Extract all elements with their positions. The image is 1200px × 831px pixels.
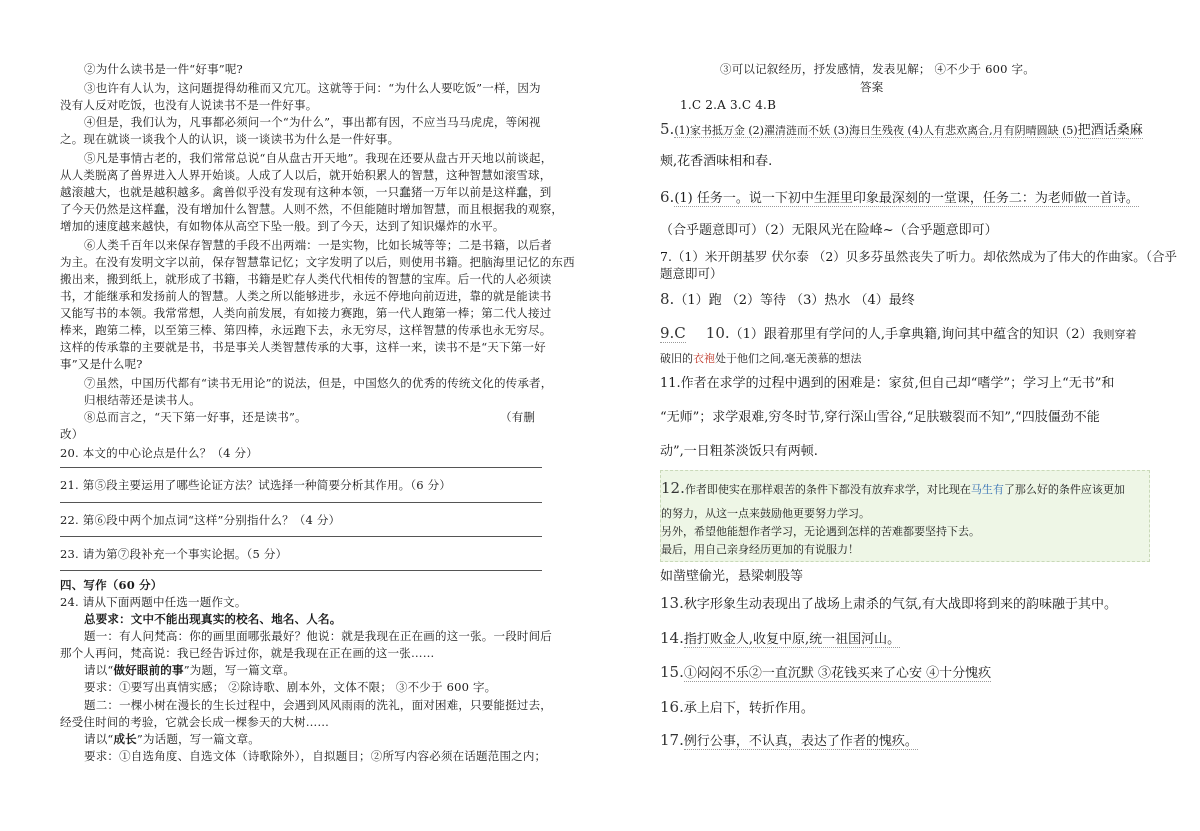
answer-17-number: 17.: [660, 731, 684, 749]
paragraph-6-line-3: 搬出来，搬到纸上，就形成了书籍，书籍是贮存人类代代相传的智慧的宝库。后一代的人必须读: [60, 272, 552, 286]
paragraph-4-line-1: ④但是，我们认为，凡事都必须问一个“为什么”，事出都有因，不应当马马虎虎，等闲视: [84, 115, 541, 129]
topic-1-requirements: 要求：①要写出真情实感； ②除诗歌、剧本外，文体不限； ③不少于 600 字。: [84, 680, 497, 694]
topic-1-prompt-suffix: ”为题，写一篇文章。: [183, 663, 296, 677]
paragraph-6-line-7: 这样的传承靠的主要就是书，书是事关人类智慧传承的大事，这样一来，读书不是“天下第一好: [60, 340, 546, 354]
answer-line-21: [60, 502, 542, 503]
paragraph-5-line-1: ⑤凡是事情古老的，我们常常总说“自从盘古开天地”。我现在还要从盘古开天地以前谈起，: [84, 151, 553, 165]
answer-16-number: 16.: [660, 698, 684, 716]
edit-note-end: 改）: [60, 427, 84, 441]
topic-2-title: 成长: [113, 732, 137, 746]
answer-12-line-3: 另外，希望他能想作者学习，无论遇到怎样的苦难都要坚持下去。: [661, 525, 980, 538]
answer-5-cont: 颊,花香酒味相和春.: [660, 154, 773, 169]
answer-13-number: 13.: [660, 594, 684, 612]
answer-12-line-1-end: 了那么好的条件应该更加: [1003, 483, 1125, 496]
edit-note: （有删: [500, 410, 536, 424]
topic-2-prompt-suffix: ”为话题，写一篇文章。: [136, 732, 260, 746]
question-22: 22. 第⑥段中两个加点词“这样”分别指什么？（4 分）: [60, 513, 341, 527]
topic-2-prompt-prefix: 请以“: [84, 732, 114, 746]
paragraph-3-line-2: 没有人反对吃饭，也没有人说读书不是一件好事。: [60, 98, 318, 112]
answers-1-4: 1.C 2.A 3.C 4.B: [680, 98, 777, 112]
answer-14: [660, 629, 900, 649]
paragraph-7-line-2: 归根结蒂还是读书人。: [84, 393, 201, 407]
answer-6-line-2: （合乎题意即可）（2）无限风光在险峰~（合乎题意即可）: [660, 223, 998, 238]
topic-2-line-1: 题二：一棵小树在漫长的生长过程中，会遇到风风雨雨的洗礼，面对困难，只要能挺过去，: [84, 698, 552, 712]
topic-1-prompt-prefix: 请以“: [84, 663, 114, 677]
answer-6-line-1: [660, 188, 1139, 208]
answer-line-23: [60, 570, 542, 571]
answer-line-22: [60, 536, 542, 537]
answer-8-text: （1）跑 （2）等待 （3）热水 （4）最终: [674, 293, 915, 308]
answer-10-line-2-start: 破旧的: [660, 352, 693, 365]
paragraph-6-line-6: 棒来，跑第二棒，以至第三棒、第四棒，永远跑下去，永无穷尽，这样智慧的传承也永无穷尽。: [60, 323, 552, 337]
answer-13: [660, 594, 1117, 614]
answer-line-20: [60, 467, 542, 468]
answer-16-text: 承上启下，转折作用。: [683, 701, 814, 716]
answer-8-number: 8.: [660, 290, 675, 308]
general-requirement: 总要求：文中不能出现真实的校名、地名、人名。: [84, 612, 342, 626]
answer-7-line-2: 题意即可）: [660, 266, 723, 281]
paragraph-2: ②为什么读书是一件“好事”呢?: [84, 62, 243, 76]
answer-5-number: 5.: [660, 120, 675, 138]
paragraph-3-line-1: ③也许有人认为，这问题提得幼稚而又宂兀。这就等于问：“为什么人要吃饭”一样，因为: [84, 81, 541, 95]
answer-12-line-4: 最后，用自己亲身经历更加的有说服力！: [661, 543, 859, 556]
paragraph-5-line-4: 了今天仍然是这样蠢，没有增加什么智慧。人则不然，不但能随时增加智慧，而且根据我的观察，: [60, 202, 564, 216]
answer-6-number: 6.: [660, 188, 675, 206]
answer-11-line-1: 11.作者在求学的过程中遇到的困难是：家贫,但自己却“嗜学”；学习上“无书”和: [660, 376, 1115, 391]
topic-1-title: 做好眼前的事: [113, 663, 184, 677]
answer-16: [660, 698, 814, 718]
paragraph-6-line-1: ⑥人类千百年以来保存智慧的手段不出两端：一是实物，比如长城等等；二是书籍，以后者: [84, 238, 552, 252]
answer-10-line-2: [660, 350, 862, 368]
answer-15-text: ①闷闷不乐②一直沉默 ③花钱买来了心安 ④十分愧疚: [683, 666, 992, 681]
answer-10-text: （1）跟着那里有学问的人,手拿典籍,询问其中蕴含的知识（2）: [729, 327, 1093, 342]
paragraph-5-line-3: 越滚越大，也就是越积越多。禽兽似乎没有发现有这种本领，一只蠢猪一万年以前是这样蠢，到: [60, 185, 552, 199]
answer-idiom: 如凿壁偷光，悬梁刺股等: [660, 569, 804, 584]
answer-9-10-line-1: [660, 324, 1136, 344]
paragraph-6-line-4: 书，才能继承和发扬前人的智慧。人类之所以能够进步，永远不停地向前迈进，靠的就是能读书: [60, 289, 552, 303]
answer-12-line-1-start: 作者即使实在那样艰苦的条件下都没有放弃求学，对比现在: [684, 483, 971, 496]
topic-2-requirements-cont: ③可以记叙经历，抒发感情，发表见解； ④不少于 600 字。: [720, 62, 1035, 76]
question-23: 23. 请为第⑦段补充一个事实论据。（5 分）: [60, 547, 288, 561]
answer-5-last: 把酒话桑麻: [1077, 123, 1143, 138]
answer-17-text: 例行公事，不认真，表达了作者的愧疚。: [683, 734, 918, 749]
answer-13-text: 秋字形象生动表现出了战场上肃杀的气氛,有大战即将到来的韵味融于其中。: [683, 597, 1117, 612]
paragraph-8: ⑧总而言之，“天下第一好事，还是读书”。: [84, 410, 307, 424]
section-writing-heading: 四、写作（60 分）: [60, 578, 163, 592]
answer-7-line-1: 7.（1）米开朗基罗 伏尔泰 （2）贝多芬虽然丧失了听力。却依然成为了伟大的作曲家。（合乎: [660, 249, 1178, 264]
paragraph-4-line-2: 之。现在就谈一谈我个人的认识，谈一谈读书为什么是一件好事。: [60, 132, 400, 146]
paragraph-5-line-2: 从人类脱离了兽界进入人界开始谈。人成了人以后，就开始积累人的智慧，这种智慧如滚雪球，: [60, 168, 552, 182]
answer-12-highlight: 马生有: [970, 483, 1004, 496]
answer-10-highlight: 衣袍: [693, 352, 715, 365]
answer-key-title: 答案: [860, 80, 884, 94]
paragraph-5-line-5: 增加的速度越来越快，有如物体从高空下坠一般。到了今天，达到了知识爆炸的水平。: [60, 219, 505, 233]
paragraph-7-line-1: ⑦虽然，中国历代都有“读书无用论”的说法，但是，中国悠久的优秀的传统文化的传承者，: [84, 376, 553, 390]
answer-12-box: [660, 470, 1150, 562]
question-21: 21. 第⑤段主要运用了哪些论证方法？试选择一种简要分析其作用。（6 分）: [60, 478, 452, 492]
topic-2-prompt: [84, 731, 260, 747]
answer-10-line-2-end: 处于他们之间,毫无羡慕的想法: [715, 352, 862, 365]
topic-1-prompt: [84, 662, 295, 678]
answer-12-line-1: [661, 479, 1125, 499]
paragraph-6-line-8: 事”又是什么呢?: [60, 357, 143, 371]
answer-15-number: 15.: [660, 663, 684, 681]
paragraph-6-line-5: 又能写书的本领。我常常想，人类向前发展，有如接力赛跑，第一代人跑第一棒；第二代人接过: [60, 306, 552, 320]
answer-12-number: 12.: [661, 479, 685, 497]
topic-1-line-2: 那个人再问，梵高说：我已经告诉过你，就是我现在正在画的这一张……: [60, 646, 435, 660]
topic-1-line-1: 题一：有人问梵高：你的画里面哪张最好？他说：就是我现在正在画的这一张。一段时间后: [84, 629, 552, 643]
answer-14-number: 14.: [660, 629, 684, 647]
question-24: 24. 请从下面两题中任选一题作文。: [60, 595, 247, 609]
answer-10-text-small: 我则穿着: [1092, 328, 1137, 341]
answer-5: [660, 120, 1143, 140]
answer-6-text: (1) 任务一。说一下初中生涯里印象最深刻的一堂课，任务二：为老师做一首诗。: [674, 191, 1139, 206]
question-20: 20. 本文的中心论点是什么？（4 分）: [60, 446, 258, 460]
answer-14-text: 指打败金人,收复中原,统一祖国河山。: [683, 632, 901, 647]
answer-15: [660, 663, 991, 683]
topic-2-line-2: 经受住时间的考验，它就会长成一棵参天的大树……: [60, 715, 330, 729]
answer-9: 9.C: [660, 324, 686, 342]
answer-5-text: (1)家书抵万金 (2)濯清涟而不妖 (3)海日生残夜 (4)人有悲欢离合,月有阴晴圆缺 (5): [674, 124, 1078, 137]
topic-2-requirements: 要求：①自选角度、自选文体（诗歌除外），自拟题目；②所写内容必须在话题范围之内；: [84, 749, 547, 763]
answer-11-line-3: 动”,一日粗茶淡饭只有两顿.: [660, 444, 818, 459]
paragraph-6-line-2: 为主。在没有发明文字以前，保存智慧靠记忆；文字发明了以后，则使用书籍。把脑海里记忆的东西: [60, 255, 575, 269]
answer-17: [660, 731, 918, 751]
answer-11-line-2: “无师”；求学艰难,穷冬时节,穿行深山雪谷,“足肤皲裂而不知”,“四肢僵劲不能: [660, 410, 1100, 425]
answer-8: [660, 290, 915, 310]
answer-12-line-2: 的努力，从这一点来鼓励他更要努力学习。: [661, 507, 870, 520]
answer-10-number: 10.: [705, 324, 730, 342]
